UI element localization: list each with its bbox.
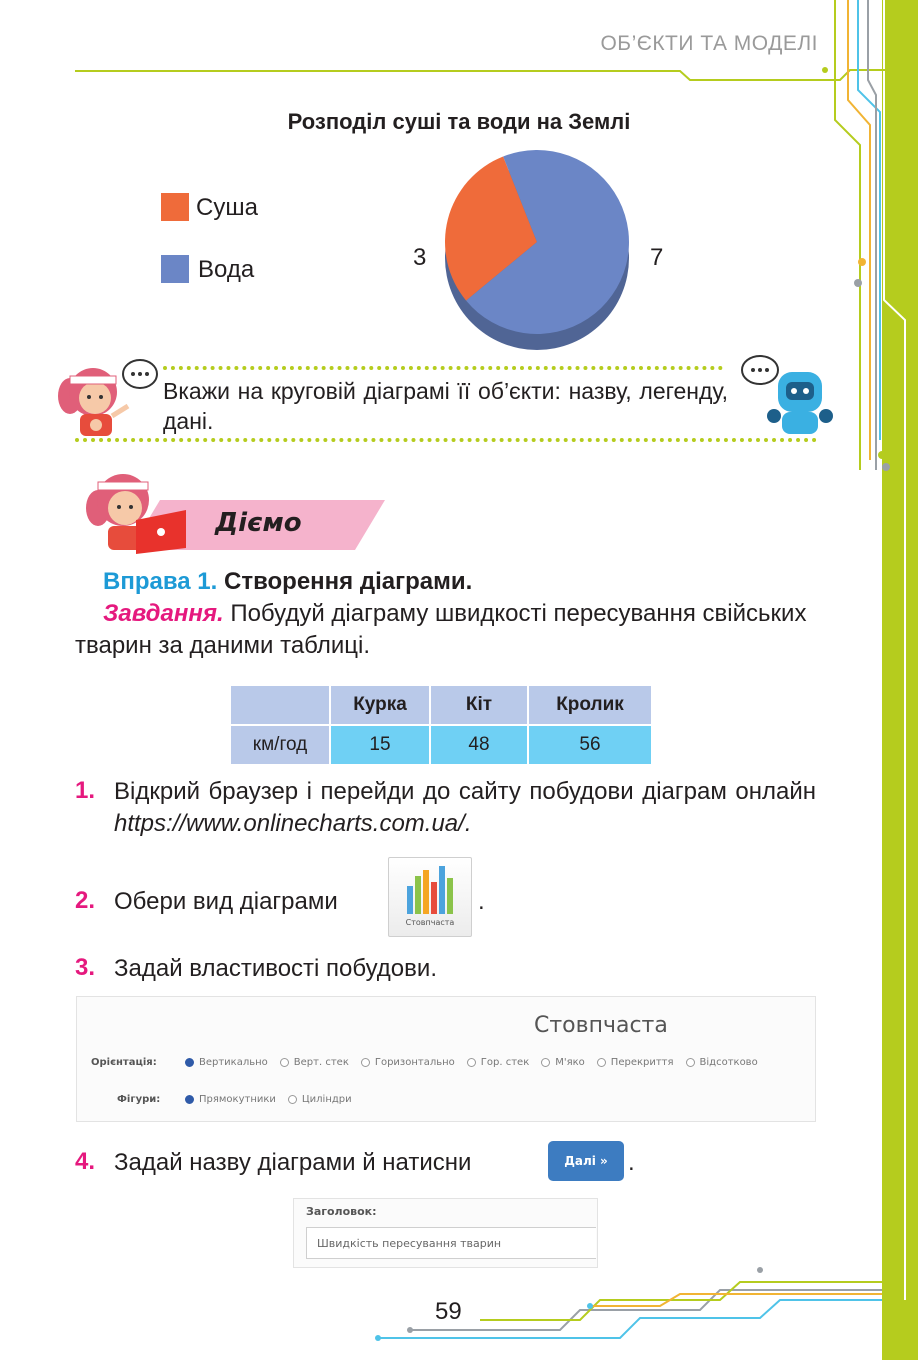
orientation-vert-stack-radio[interactable]: Верт. стек	[280, 1057, 349, 1068]
legend-label-land: Суша	[196, 194, 258, 221]
speed-table	[229, 684, 653, 766]
exercise-title: Створення діаграми.	[223, 568, 473, 595]
settings-panel-title: Стовпчаста	[534, 1013, 668, 1038]
next-button[interactable]: Далі »	[548, 1141, 624, 1181]
table-cell-cat: 48	[430, 725, 528, 765]
table-row-label: км/год	[230, 725, 330, 765]
step-2-number: 2.	[75, 887, 96, 914]
charts-site-link[interactable]: https://www.onlinecharts.com.ua/.	[114, 810, 472, 837]
page-number: 59	[435, 1298, 462, 1325]
legend-swatch-land	[161, 193, 189, 221]
table-header-chicken: Курка	[330, 685, 430, 725]
step-2-text: Обери вид діаграми	[114, 888, 338, 915]
task-label: Завдання.	[103, 600, 224, 627]
step-4-number: 4.	[75, 1148, 96, 1175]
step-1-number: 1.	[75, 777, 96, 804]
pie-data-label-land: 3	[413, 244, 427, 271]
section-banner-title: Дiємо	[215, 508, 302, 538]
table-header-cat: Кіт	[430, 685, 528, 725]
tip-divider-top	[163, 366, 723, 370]
chapter-title: ОБ’ЄКТИ ТА МОДЕЛІ	[600, 32, 818, 55]
girl-character-icon	[48, 348, 160, 438]
tip-divider-bottom	[75, 438, 817, 442]
legend-label-water: Вода	[198, 256, 255, 283]
orientation-vertical-radio[interactable]: Вертикально	[185, 1057, 268, 1068]
title-form-label: Заголовок:	[306, 1205, 377, 1218]
figure-options	[185, 1094, 352, 1105]
chart-type-column-button[interactable]	[388, 857, 472, 937]
pie-chart-title: Розподіл суші та води на Землі	[287, 109, 631, 134]
chart-type-label: Стовпчаста	[405, 918, 455, 927]
pie-data-label-water: 7	[650, 244, 664, 271]
step-3-text: Задай властивості побудови.	[114, 955, 437, 982]
figure-cylinders-radio[interactable]: Циліндри	[288, 1094, 352, 1105]
orientation-percent-radio[interactable]: Відсотково	[686, 1057, 758, 1068]
girl-with-laptop-icon	[78, 460, 188, 555]
task-text: Побудуй діаграму швидкості пересування свійських тварин за даними таблиці.	[75, 600, 807, 659]
figure-rectangles-radio[interactable]: Прямокутники	[185, 1094, 276, 1105]
step-4-suffix: .	[628, 1149, 635, 1176]
title-form	[293, 1198, 598, 1268]
table-header-rabbit: Кролик	[528, 685, 652, 725]
step-3-number: 3.	[75, 954, 96, 981]
figures-label: Фігури:	[117, 1094, 161, 1105]
exercise-heading	[103, 566, 472, 598]
orientation-soft-radio[interactable]: М'яко	[541, 1057, 585, 1068]
step-4-text: Задай назву діаграми й натисни	[114, 1149, 472, 1176]
orientation-hor-stack-radio[interactable]: Гор. стек	[467, 1057, 529, 1068]
exercise-task	[75, 598, 820, 662]
step-1-text: Відкрий браузер і перейди до сайту побудови діаграм онлайн https://www.onlinecharts.com.ua/.	[114, 778, 816, 837]
table-cell-chicken: 15	[330, 725, 430, 765]
orientation-overlap-radio[interactable]: Перекриття	[597, 1057, 674, 1068]
step-2-suffix: .	[478, 888, 485, 915]
orientation-label: Орієнтація:	[91, 1057, 157, 1068]
chart-settings-panel	[76, 996, 816, 1122]
table-cell-rabbit: 56	[528, 725, 652, 765]
column-chart-icon	[389, 858, 471, 918]
pie-chart	[440, 150, 650, 355]
orientation-options	[185, 1057, 758, 1068]
orientation-horizontal-radio[interactable]: Горизонтально	[361, 1057, 455, 1068]
robot-character-icon	[730, 350, 840, 440]
legend-swatch-water	[161, 255, 189, 283]
chart-title-input[interactable]: Швидкість пересування тварин	[306, 1227, 596, 1259]
table-header-empty	[230, 685, 330, 725]
tip-text: Вкажи на круговій діаграмі її об’єкти: назву, легенду, дані.	[163, 378, 728, 434]
exercise-label: Вправа 1.	[103, 568, 218, 595]
